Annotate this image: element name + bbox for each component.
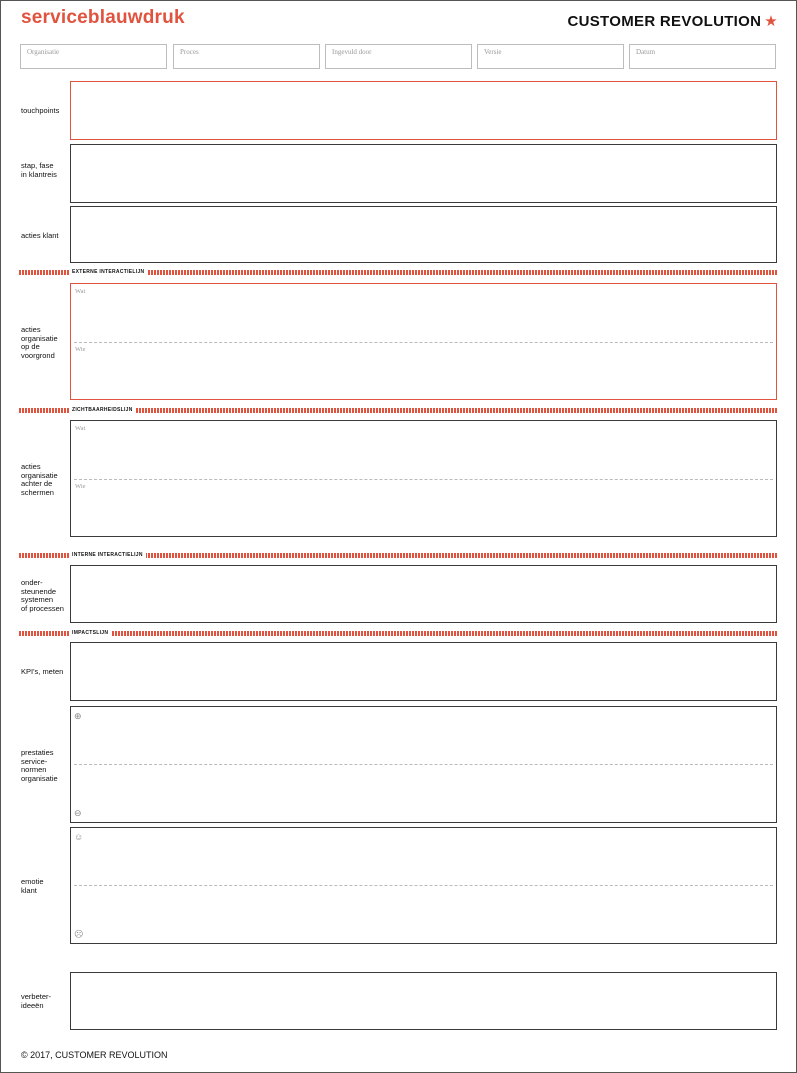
acties-klant-box[interactable] bbox=[70, 206, 777, 263]
proces-label: Proces bbox=[180, 48, 199, 56]
ingevuld-door-label: Ingevuld door bbox=[332, 48, 372, 56]
voorgrond-divider bbox=[74, 342, 773, 343]
versie-label: Versie bbox=[484, 48, 502, 56]
achter-wie-label: Wie bbox=[75, 483, 86, 490]
plus-circle-icon: ⊕ bbox=[74, 711, 82, 721]
happy-face-icon: ☺ bbox=[74, 832, 84, 842]
impactslijn-label: IMPACTSLIJN bbox=[69, 629, 111, 638]
brand-logo bbox=[567, 12, 778, 30]
externe-interactielijn bbox=[19, 270, 777, 275]
voorgrond-box[interactable] bbox=[70, 283, 777, 400]
page-title: serviceblauwdruk bbox=[21, 7, 185, 28]
impactslijn bbox=[19, 631, 777, 636]
emotie-label: emotie klant bbox=[21, 877, 44, 895]
prestaties-divider bbox=[74, 764, 773, 765]
systemen-label: onder- steunende systemen of processen bbox=[21, 578, 64, 613]
proces-field[interactable] bbox=[173, 44, 320, 69]
systemen-box[interactable] bbox=[70, 565, 777, 623]
prestaties-box[interactable] bbox=[70, 706, 777, 823]
achter-wat-label: Wat bbox=[75, 425, 86, 432]
touchpoints-box[interactable] bbox=[70, 81, 777, 140]
interne-interactielijn bbox=[19, 553, 777, 558]
star-icon: ★ bbox=[764, 13, 778, 30]
acties-klant-label: acties klant bbox=[21, 231, 59, 240]
emotie-divider bbox=[74, 885, 773, 886]
zichtbaarheidslijn bbox=[19, 408, 777, 413]
sad-face-icon: ☹ bbox=[74, 929, 84, 939]
achter-schermen-label: acties organisatie achter de schermen bbox=[21, 462, 58, 497]
emotie-box[interactable] bbox=[70, 827, 777, 944]
versie-field[interactable] bbox=[477, 44, 624, 69]
minus-circle-icon: ⊖ bbox=[74, 808, 82, 818]
voorgrond-wat-label: Wat bbox=[75, 288, 86, 295]
verbeterideeen-box[interactable] bbox=[70, 972, 777, 1030]
kpi-label: KPI's, meten bbox=[21, 667, 64, 676]
footer-copyright: © 2017, CUSTOMER REVOLUTION bbox=[21, 1050, 168, 1060]
verbeterideeen-label: verbeter- ideeën bbox=[21, 992, 52, 1010]
kpi-box[interactable] bbox=[70, 642, 777, 701]
datum-field[interactable] bbox=[629, 44, 776, 69]
brand-name: CUSTOMER REVOLUTION bbox=[567, 13, 762, 30]
stap-fase-label: stap, fase in klantreis bbox=[21, 161, 57, 179]
ingevuld-door-field[interactable] bbox=[325, 44, 472, 69]
voorgrond-wie-label: Wie bbox=[75, 346, 86, 353]
achter-divider bbox=[74, 479, 773, 480]
prestaties-label: prestaties service- normen organisatie bbox=[21, 748, 58, 783]
achter-schermen-box[interactable] bbox=[70, 420, 777, 537]
interne-interactielijn-label: INTERNE INTERACTIELIJN bbox=[69, 551, 146, 560]
voorgrond-label: acties organisatie op de voorgrond bbox=[21, 325, 58, 360]
touchpoints-label: touchpoints bbox=[21, 106, 60, 115]
zichtbaarheidslijn-label: ZICHTBAARHEIDSLIJN bbox=[69, 406, 136, 415]
organisatie-label: Organisatie bbox=[27, 48, 60, 56]
externe-interactielijn-label: EXTERNE INTERACTIELIJN bbox=[69, 268, 147, 277]
datum-label: Datum bbox=[636, 48, 656, 56]
stap-fase-box[interactable] bbox=[70, 144, 777, 203]
organisatie-field[interactable] bbox=[20, 44, 167, 69]
